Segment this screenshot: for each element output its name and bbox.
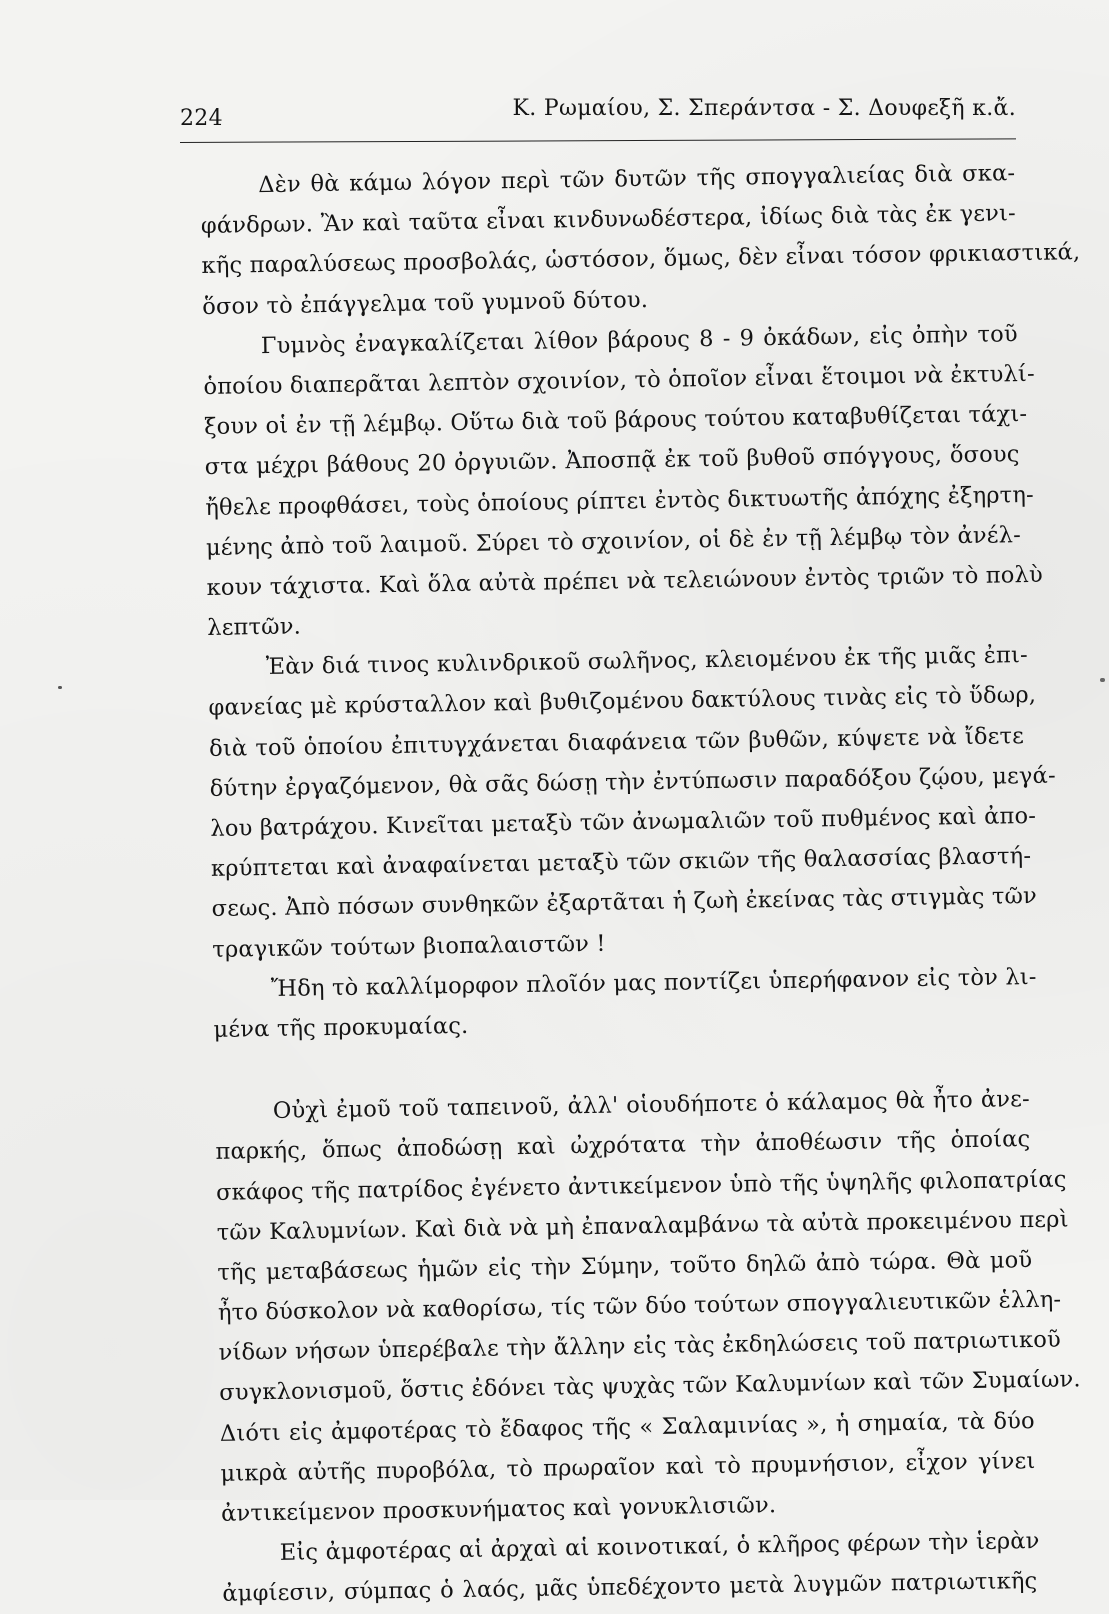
paragraph — [200, 153, 1081, 327]
page-number: 224 — [180, 106, 223, 131]
text-line: Οὐχὶ ἐμοῦ τοῦ ταπεινοῦ, ἀλλ' οἱουδήποτε ὁ κάλαμος θὰ ἦτο ἀνε- — [272, 1086, 1030, 1125]
text-line: δύτην ἐργαζόμενον, θὰ σᾶς δώσῃ τὴν ἐντύπωσιν παραδόξου ζῴου, μεγά- — [209, 762, 1056, 802]
text-line: στα μέχρι βάθους 20 ὀργυιῶν. Ἀποσπᾷ ἐκ τοῦ βυθοῦ σπόγγους, ὅσους — [204, 441, 1020, 481]
text-line: ὅσον τὸ ἐπάγγελμα τοῦ γυμνοῦ δύτου. — [202, 286, 649, 320]
text-line: λου βατράχου. Κινεῖται μεταξὺ τῶν ἀνωμαλιῶν τοῦ πυθμένος καὶ ἀπο- — [210, 802, 1037, 842]
running-head: Κ. Ρωμαίου, Σ. Σπεράντσα - Σ. Δουφεξῆ κ.ἄ. — [512, 96, 1016, 121]
text-line: κῆς παραλύσεως προσβολάς, ὡστόσον, ὅμως, δὲν εἶναι τόσον φρικιαστικά, — [201, 239, 1081, 280]
text-line: ἀμφίεσιν, σύμπας ὁ λαός, μᾶς ὑπεδέχοντο μετὰ λυγμῶν πατριωτικῆς — [222, 1568, 1038, 1608]
text-line: παρκής, ὅπως ἀποδώσῃ καὶ ὠχρότατα τὴν ἀποθέωσιν τῆς ὁποίας — [215, 1126, 1031, 1166]
text-line: νίδων νήσων ὑπερέβαλε τὴν ἄλλην εἰς τὰς ἐκδηλώσεις τοῦ πατριωτικοῦ — [218, 1326, 1062, 1367]
text-line: Δὲν θὰ κάμω λόγον περὶ τῶν δυτῶν τῆς σπογγαλιείας διὰ σκα- — [258, 160, 1016, 199]
text-line: ξουν οἱ ἐν τῇ λέμβῳ. Οὕτω διὰ τοῦ βάρους τούτου καταβυθίζεται τάχι- — [203, 401, 1028, 441]
text-line: ἦτο δύσκολον νὰ καθορίσω, τίς τῶν δύο τούτων σπογγαλιευτικῶν ἑλλη- — [217, 1286, 1062, 1326]
text-line: Ἐὰν διά τινος κυλινδρικοῦ σωλῆνος, κλειομένου ἐκ τῆς μιᾶς ἐπι- — [265, 642, 1029, 681]
text-line: μένα τῆς προκυμαίας. — [213, 1012, 469, 1043]
header-rule — [180, 138, 1016, 143]
text-line: λεπτῶν. — [207, 613, 302, 642]
text-line: Εἰς ἀμφοτέρας αἱ ἀρχαὶ αἱ κοινοτικαί, ὁ κλῆρος φέρων τὴν ἱερὰν — [279, 1528, 1040, 1567]
text-line: Γυμνὸς ἐναγκαλίζεται λίθον βάρους 8 - 9 ὀκάδων, εἰς ὀπὴν τοῦ — [260, 320, 1018, 359]
text-line: διὰ τοῦ ὁποίου ἐπιτυγχάνεται διαφάνεια τῶν βυθῶν, κύψετε νὰ ἴδετε — [208, 722, 1025, 762]
paragraph — [203, 314, 1044, 648]
text-line: ἀντικείμενον προσκυνήματος καὶ γονυκλισιῶν. — [220, 1492, 777, 1527]
text-line: ὁποίου διαπερᾶται λεπτὸν σχοινίον, τὸ ὁποῖον εἶναι ἕτοιμοι νὰ ἐκτυλί- — [203, 360, 1035, 400]
paragraph — [213, 957, 1037, 1050]
text-line: Ἤδη τὸ καλλίμορφον πλοῖόν μας ποντίζει ὑπερήφανον εἰς τὸν λι- — [270, 963, 1037, 1002]
text-line: συγκλονισμοῦ, ὅστις ἐδόνει τὰς ψυχὰς τῶν Καλυμνίων καὶ τῶν Συμαίων. — [219, 1366, 1081, 1407]
text-line: τῶν Καλυμνίων. Καὶ διὰ νὰ μὴ ἐπαναλαμβάνω τὰ αὐτὰ προκειμένου περὶ — [216, 1206, 1069, 1246]
text-line: σκάφος τῆς πατρίδος ἐγένετο ἀντικείμενον ὑπὸ τῆς ὑψηλῆς φιλοπατρίας — [215, 1166, 1067, 1206]
text-line: τραγικῶν τούτων βιοπαλαιστῶν ! — [212, 930, 606, 963]
paragraph — [215, 1079, 1081, 1534]
paragraph — [208, 635, 1056, 969]
text-line: Διότι εἰς ἀμφοτέρας τὸ ἔδαφος τῆς « Σαλαμινίας », ἡ σημαία, τὰ δύο — [219, 1407, 1036, 1447]
body-text — [200, 153, 1081, 1614]
text-line: κρύπτεται καὶ ἀναφαίνεται μεταξὺ τῶν σκιῶν τῆς θαλασσίας βλαστή- — [210, 843, 1032, 883]
scan-speck — [1100, 678, 1105, 682]
paragraph — [221, 1521, 1040, 1614]
text-line: φάνδρων. Ἂν καὶ ταῦτα εἶναι κινδυνωδέστερα, ἰδίως διὰ τὰς ἐκ γενι- — [200, 200, 1017, 240]
text-line: κουν τάχιστα. Καὶ ὅλα αὐτὰ πρέπει νὰ τελειώνουν ἐντὸς τριῶν τὸ πολὺ — [206, 561, 1044, 601]
text-line: σεως. Ἀπὸ πόσων συνθηκῶν ἐξαρτᾶται ἡ ζωὴ ἐκείνας τὰς στιγμὰς τῶν — [211, 883, 1038, 923]
scan-speck — [58, 686, 62, 689]
text-line: μένης ἀπὸ τοῦ λαιμοῦ. Σύρει τὸ σχοινίον, οἱ δὲ ἐν τῇ λέμβῳ τὸν ἀνέλ- — [205, 521, 1022, 561]
text-line: μικρὰ αὐτῆς πυροβόλα, τὸ πρωραῖον καὶ τὸ πρυμνήσιον, εἶχον γίνει — [220, 1447, 1036, 1487]
text-line: ἤθελε προφθάσει, τοὺς ὁποίους ρίπτει ἐντὸς δικτυωτῆς ἀπόχης ἐξηρτη- — [205, 481, 1035, 521]
text-line: τῆς μεταβάσεως ἡμῶν εἰς τὴν Σύμην, τοῦτο δηλῶ ἀπὸ τώρα. Θὰ μοῦ — [217, 1246, 1033, 1286]
page-header — [180, 92, 1016, 132]
text-line: φανείας μὲ κρύσταλλον καὶ βυθιζομένου δακτύλους τινὰς εἰς τὸ ὕδωρ, — [208, 682, 1037, 722]
